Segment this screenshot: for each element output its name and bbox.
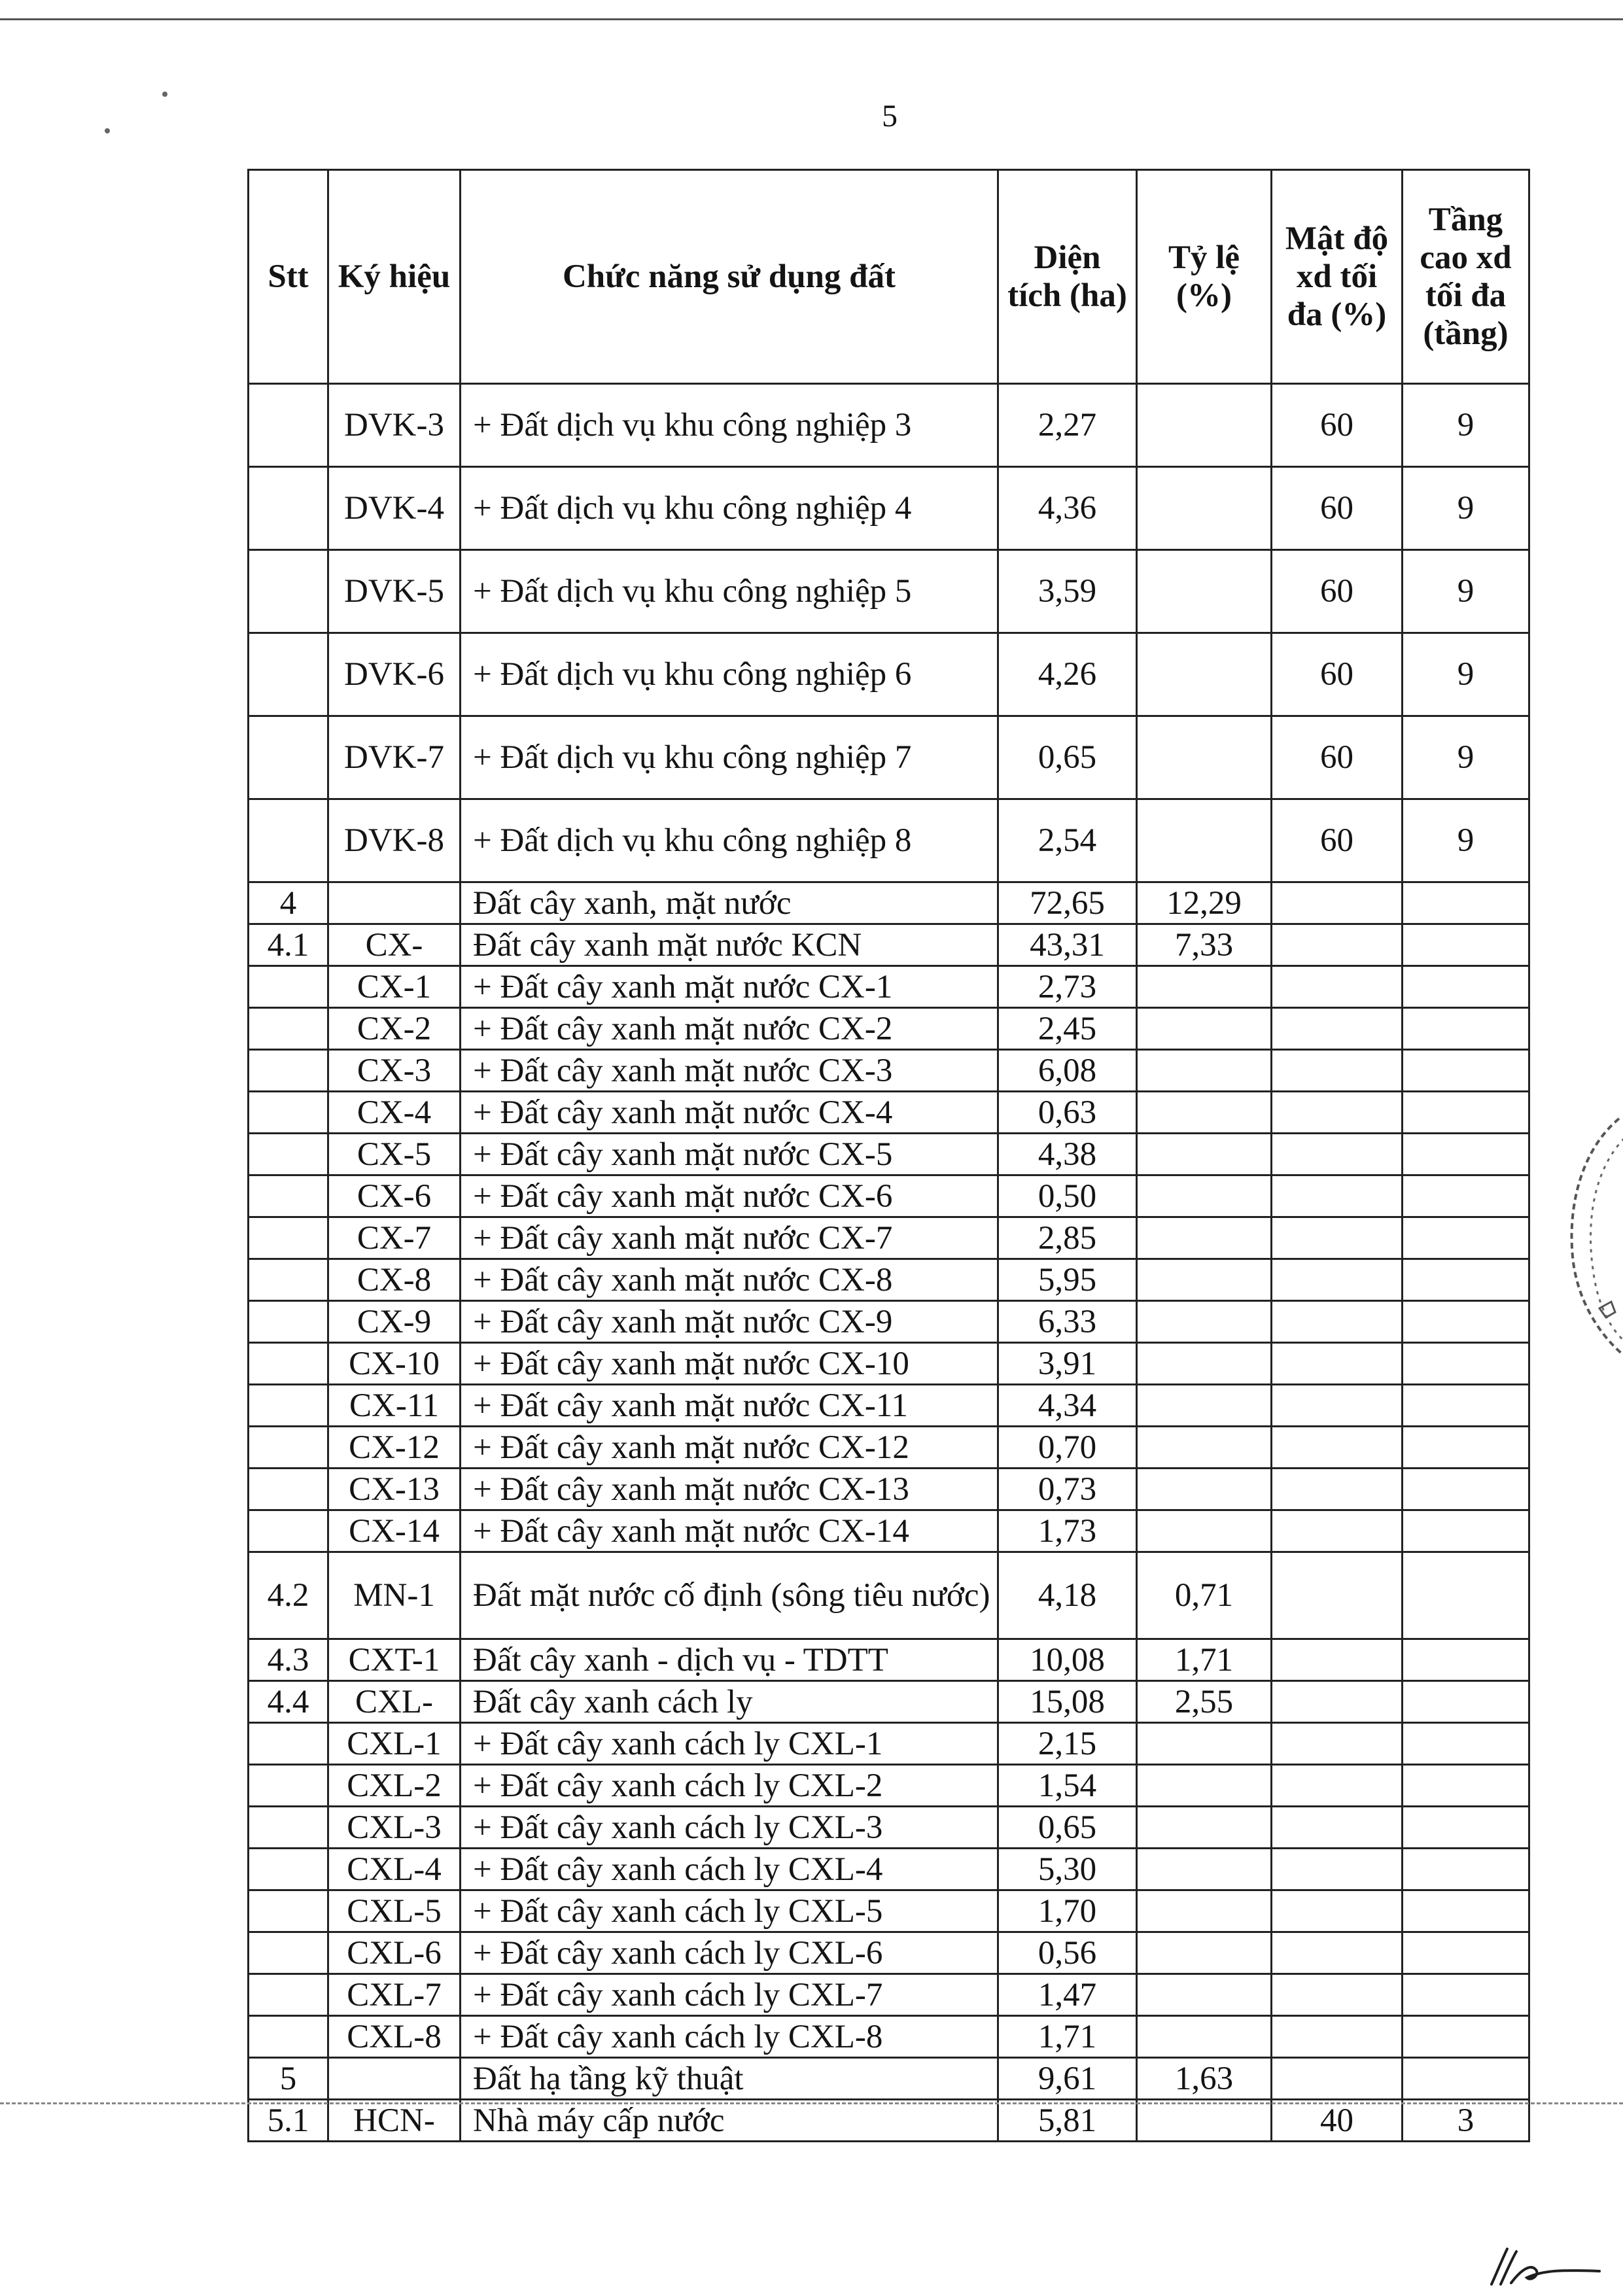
table-row bbox=[249, 1092, 1529, 1134]
cell-floors bbox=[1403, 1639, 1529, 1681]
cell-area: 4,36 bbox=[998, 467, 1137, 550]
cell-density bbox=[1272, 1849, 1403, 1890]
cell-area: 6,08 bbox=[998, 1050, 1137, 1092]
cell-code: CXL-7 bbox=[328, 1974, 461, 2016]
cell-stt bbox=[249, 1050, 328, 1092]
cell-code: HCN- bbox=[328, 2100, 461, 2142]
table-row bbox=[249, 2016, 1529, 2058]
cell-ratio bbox=[1137, 1343, 1272, 1385]
cell-density bbox=[1272, 1469, 1403, 1510]
cell-use: + Đất cây xanh mặt nước CX-9 bbox=[461, 1301, 998, 1343]
cell-density bbox=[1272, 1765, 1403, 1807]
cell-floors: 9 bbox=[1403, 799, 1529, 882]
cell-stt: 4 bbox=[249, 882, 328, 924]
cell-ratio: 1,63 bbox=[1137, 2058, 1272, 2100]
cell-stt bbox=[249, 550, 328, 633]
cell-use: + Đất cây xanh mặt nước CX-8 bbox=[461, 1259, 998, 1301]
cell-area: 1,73 bbox=[998, 1510, 1137, 1552]
cell-ratio bbox=[1137, 1890, 1272, 1932]
cell-density bbox=[1272, 1259, 1403, 1301]
cell-floors bbox=[1403, 1301, 1529, 1343]
cell-stt bbox=[249, 1385, 328, 1427]
cell-area: 0,65 bbox=[998, 1807, 1137, 1849]
cell-density bbox=[1272, 1639, 1403, 1681]
cell-ratio bbox=[1137, 467, 1272, 550]
cell-floors bbox=[1403, 1807, 1529, 1849]
cell-floors: 9 bbox=[1403, 467, 1529, 550]
cell-area: 1,70 bbox=[998, 1890, 1137, 1932]
cell-stt bbox=[249, 1259, 328, 1301]
cell-use: + Đất cây xanh mặt nước CX-3 bbox=[461, 1050, 998, 1092]
cell-code: CX-9 bbox=[328, 1301, 461, 1343]
header-code: Ký hiệu bbox=[328, 170, 461, 384]
cell-density: 60 bbox=[1272, 550, 1403, 633]
header-ratio: Tỷ lệ (%) bbox=[1137, 170, 1272, 384]
cell-floors bbox=[1403, 1552, 1529, 1639]
cell-floors bbox=[1403, 1932, 1529, 1974]
cell-stt bbox=[249, 1008, 328, 1050]
cell-code: CXL-5 bbox=[328, 1890, 461, 1932]
cell-stt bbox=[249, 384, 328, 467]
cell-code: DVK-5 bbox=[328, 550, 461, 633]
cell-code: DVK-8 bbox=[328, 799, 461, 882]
header-area: Diện tích (ha) bbox=[998, 170, 1137, 384]
cell-stt bbox=[249, 1974, 328, 2016]
cell-area: 2,73 bbox=[998, 966, 1137, 1008]
cell-use: + Đất cây xanh cách ly CXL-8 bbox=[461, 2016, 998, 2058]
cell-ratio bbox=[1137, 799, 1272, 882]
table-row bbox=[249, 882, 1529, 924]
cell-density bbox=[1272, 1008, 1403, 1050]
cell-code: CXL-2 bbox=[328, 1765, 461, 1807]
cell-area: 2,27 bbox=[998, 384, 1137, 467]
cell-area: 2,54 bbox=[998, 799, 1137, 882]
cell-density bbox=[1272, 1552, 1403, 1639]
table-row bbox=[249, 1050, 1529, 1092]
cell-ratio bbox=[1137, 1092, 1272, 1134]
cell-stt bbox=[249, 1765, 328, 1807]
cell-stt bbox=[249, 633, 328, 716]
cell-area: 1,47 bbox=[998, 1974, 1137, 2016]
header-density: Mật độ xd tối đa (%) bbox=[1272, 170, 1403, 384]
cell-floors bbox=[1403, 1681, 1529, 1723]
cell-floors: 3 bbox=[1403, 2100, 1529, 2142]
cell-use: + Đất cây xanh cách ly CXL-3 bbox=[461, 1807, 998, 1849]
cell-code: CXT-1 bbox=[328, 1639, 461, 1681]
cell-ratio bbox=[1137, 1510, 1272, 1552]
cell-code: CX-13 bbox=[328, 1469, 461, 1510]
cell-stt: 5.1 bbox=[249, 2100, 328, 2142]
cell-density: 60 bbox=[1272, 467, 1403, 550]
cell-use: + Đất cây xanh cách ly CXL-2 bbox=[461, 1765, 998, 1807]
cell-use: + Đất cây xanh cách ly CXL-5 bbox=[461, 1890, 998, 1932]
cell-stt bbox=[249, 1175, 328, 1217]
cell-stt bbox=[249, 2016, 328, 2058]
table-row bbox=[249, 1723, 1529, 1765]
cell-stt: 4.1 bbox=[249, 924, 328, 966]
cell-floors bbox=[1403, 1050, 1529, 1092]
cell-stt bbox=[249, 799, 328, 882]
cell-code: CXL-3 bbox=[328, 1807, 461, 1849]
cell-floors bbox=[1403, 924, 1529, 966]
cell-use: + Đất dịch vụ khu công nghiệp 7 bbox=[461, 716, 998, 799]
cell-use: Đất cây xanh - dịch vụ - TDTT bbox=[461, 1639, 998, 1681]
table-row bbox=[249, 550, 1529, 633]
cell-floors: 9 bbox=[1403, 550, 1529, 633]
cell-code: CX-14 bbox=[328, 1510, 461, 1552]
cell-ratio bbox=[1137, 550, 1272, 633]
cell-area: 3,91 bbox=[998, 1343, 1137, 1385]
cell-stt bbox=[249, 1092, 328, 1134]
cell-floors bbox=[1403, 1723, 1529, 1765]
cell-floors bbox=[1403, 1343, 1529, 1385]
cell-ratio bbox=[1137, 716, 1272, 799]
scan-speck bbox=[105, 128, 110, 133]
cell-area: 5,95 bbox=[998, 1259, 1137, 1301]
header-floors: Tầng cao xd tối đa (tầng) bbox=[1403, 170, 1529, 384]
cell-ratio bbox=[1137, 1469, 1272, 1510]
table-row bbox=[249, 1175, 1529, 1217]
cell-use: + Đất cây xanh mặt nước CX-5 bbox=[461, 1134, 998, 1175]
cell-use: + Đất cây xanh mặt nước CX-1 bbox=[461, 966, 998, 1008]
cell-floors bbox=[1403, 1469, 1529, 1510]
cell-code: CX-7 bbox=[328, 1217, 461, 1259]
cell-density: 60 bbox=[1272, 716, 1403, 799]
cell-ratio bbox=[1137, 2016, 1272, 2058]
cell-density bbox=[1272, 1932, 1403, 1974]
cell-use: + Đất dịch vụ khu công nghiệp 5 bbox=[461, 550, 998, 633]
cell-density: 60 bbox=[1272, 799, 1403, 882]
cell-density bbox=[1272, 1343, 1403, 1385]
cell-area: 0,70 bbox=[998, 1427, 1137, 1469]
table-row bbox=[249, 1807, 1529, 1849]
cell-use: + Đất cây xanh mặt nước CX-12 bbox=[461, 1427, 998, 1469]
cell-ratio bbox=[1137, 1723, 1272, 1765]
cell-area: 4,26 bbox=[998, 633, 1137, 716]
table-row bbox=[249, 633, 1529, 716]
cell-use: + Đất dịch vụ khu công nghiệp 4 bbox=[461, 467, 998, 550]
cell-use: Nhà máy cấp nước bbox=[461, 2100, 998, 2142]
cell-density bbox=[1272, 1092, 1403, 1134]
cell-area: 2,15 bbox=[998, 1723, 1137, 1765]
cell-use: + Đất dịch vụ khu công nghiệp 6 bbox=[461, 633, 998, 716]
cell-stt bbox=[249, 716, 328, 799]
cell-floors bbox=[1403, 1217, 1529, 1259]
cell-density: 40 bbox=[1272, 2100, 1403, 2142]
table-row bbox=[249, 1639, 1529, 1681]
cell-area: 2,85 bbox=[998, 1217, 1137, 1259]
cell-area: 4,34 bbox=[998, 1385, 1137, 1427]
cell-area: 9,61 bbox=[998, 2058, 1137, 2100]
cell-floors bbox=[1403, 966, 1529, 1008]
cell-area: 5,30 bbox=[998, 1849, 1137, 1890]
cell-floors bbox=[1403, 1849, 1529, 1890]
table-row bbox=[249, 384, 1529, 467]
cell-density bbox=[1272, 1175, 1403, 1217]
signature bbox=[1485, 2244, 1603, 2289]
cell-use: Đất mặt nước cố định (sông tiêu nước) bbox=[461, 1552, 998, 1639]
table-row bbox=[249, 799, 1529, 882]
cell-floors bbox=[1403, 1175, 1529, 1217]
cell-ratio: 1,71 bbox=[1137, 1639, 1272, 1681]
cell-density bbox=[1272, 1427, 1403, 1469]
cell-density bbox=[1272, 1217, 1403, 1259]
cell-area: 15,08 bbox=[998, 1681, 1137, 1723]
cell-use: + Đất cây xanh mặt nước CX-14 bbox=[461, 1510, 998, 1552]
cell-use: Đất cây xanh mặt nước KCN bbox=[461, 924, 998, 966]
cell-area: 0,65 bbox=[998, 716, 1137, 799]
cell-floors bbox=[1403, 1385, 1529, 1427]
scan-speck bbox=[162, 92, 167, 97]
cell-density bbox=[1272, 966, 1403, 1008]
cell-stt bbox=[249, 1469, 328, 1510]
cell-code: CX- bbox=[328, 924, 461, 966]
cell-use: + Đất cây xanh cách ly CXL-6 bbox=[461, 1932, 998, 1974]
cell-floors bbox=[1403, 1259, 1529, 1301]
cell-stt bbox=[249, 1217, 328, 1259]
cell-density bbox=[1272, 1385, 1403, 1427]
cell-ratio bbox=[1137, 633, 1272, 716]
cell-use: + Đất cây xanh mặt nước CX-7 bbox=[461, 1217, 998, 1259]
cell-area: 0,56 bbox=[998, 1932, 1137, 1974]
cell-code: CX-1 bbox=[328, 966, 461, 1008]
cell-use: + Đất dịch vụ khu công nghiệp 3 bbox=[461, 384, 998, 467]
table-body bbox=[249, 384, 1529, 2142]
cell-use: + Đất cây xanh mặt nước CX-10 bbox=[461, 1343, 998, 1385]
cell-ratio bbox=[1137, 1175, 1272, 1217]
cell-area: 2,45 bbox=[998, 1008, 1137, 1050]
cell-stt bbox=[249, 1343, 328, 1385]
cell-ratio bbox=[1137, 1932, 1272, 1974]
table-row bbox=[249, 1385, 1529, 1427]
table-row bbox=[249, 1427, 1529, 1469]
cell-stt bbox=[249, 1427, 328, 1469]
cell-density: 60 bbox=[1272, 384, 1403, 467]
header-use: Chức năng sử dụng đất bbox=[461, 170, 998, 384]
cell-use: Đất cây xanh, mặt nước bbox=[461, 882, 998, 924]
cell-density bbox=[1272, 1681, 1403, 1723]
cell-floors: 9 bbox=[1403, 633, 1529, 716]
cell-stt bbox=[249, 467, 328, 550]
cell-ratio bbox=[1137, 1974, 1272, 2016]
cell-code: CX-8 bbox=[328, 1259, 461, 1301]
cell-floors bbox=[1403, 882, 1529, 924]
cell-density bbox=[1272, 1807, 1403, 1849]
cell-use: + Đất dịch vụ khu công nghiệp 8 bbox=[461, 799, 998, 882]
cell-area: 72,65 bbox=[998, 882, 1137, 924]
cell-floors bbox=[1403, 1092, 1529, 1134]
cell-use: + Đất cây xanh mặt nước CX-13 bbox=[461, 1469, 998, 1510]
cell-code: CXL-1 bbox=[328, 1723, 461, 1765]
cell-code bbox=[328, 882, 461, 924]
cell-floors bbox=[1403, 1974, 1529, 2016]
cell-ratio bbox=[1137, 384, 1272, 467]
cell-density bbox=[1272, 1974, 1403, 2016]
table-row bbox=[249, 1681, 1529, 1723]
cell-ratio bbox=[1137, 1849, 1272, 1890]
cell-code: CXL-4 bbox=[328, 1849, 461, 1890]
table-row bbox=[249, 1301, 1529, 1343]
cell-code: DVK-4 bbox=[328, 467, 461, 550]
table-row bbox=[249, 966, 1529, 1008]
cell-density bbox=[1272, 1301, 1403, 1343]
cell-area: 6,33 bbox=[998, 1301, 1137, 1343]
cell-ratio bbox=[1137, 1427, 1272, 1469]
cell-code: CX-10 bbox=[328, 1343, 461, 1385]
cell-code: MN-1 bbox=[328, 1552, 461, 1639]
table-row bbox=[249, 1849, 1529, 1890]
header-stt: Stt bbox=[249, 170, 328, 384]
cell-code: CXL-6 bbox=[328, 1932, 461, 1974]
cell-stt: 4.2 bbox=[249, 1552, 328, 1639]
cell-ratio bbox=[1137, 2100, 1272, 2142]
cell-code: CXL- bbox=[328, 1681, 461, 1723]
cell-stt bbox=[249, 1134, 328, 1175]
cell-code: CX-11 bbox=[328, 1385, 461, 1427]
cell-density bbox=[1272, 924, 1403, 966]
land-use-table bbox=[247, 169, 1530, 2142]
cell-ratio bbox=[1137, 1217, 1272, 1259]
cell-area: 5,81 bbox=[998, 2100, 1137, 2142]
cell-density bbox=[1272, 1723, 1403, 1765]
cell-ratio bbox=[1137, 1259, 1272, 1301]
cell-stt bbox=[249, 1932, 328, 1974]
cell-ratio bbox=[1137, 1301, 1272, 1343]
table-row bbox=[249, 1510, 1529, 1552]
table-row bbox=[249, 924, 1529, 966]
cell-stt: 5 bbox=[249, 2058, 328, 2100]
cell-ratio bbox=[1137, 1765, 1272, 1807]
cell-code: CX-4 bbox=[328, 1092, 461, 1134]
cell-ratio bbox=[1137, 1385, 1272, 1427]
cell-code: CX-12 bbox=[328, 1427, 461, 1469]
table-row bbox=[249, 1974, 1529, 2016]
cell-use: Đất cây xanh cách ly bbox=[461, 1681, 998, 1723]
table-row bbox=[249, 1343, 1529, 1385]
cell-density: 60 bbox=[1272, 633, 1403, 716]
cell-floors bbox=[1403, 1890, 1529, 1932]
table-row bbox=[249, 716, 1529, 799]
cell-code: DVK-3 bbox=[328, 384, 461, 467]
cell-density bbox=[1272, 1050, 1403, 1092]
cell-floors bbox=[1403, 1510, 1529, 1552]
table-row bbox=[249, 1008, 1529, 1050]
cell-density bbox=[1272, 2058, 1403, 2100]
cell-stt bbox=[249, 1849, 328, 1890]
cell-use: + Đất cây xanh mặt nước CX-4 bbox=[461, 1092, 998, 1134]
table-row bbox=[249, 1890, 1529, 1932]
cell-ratio bbox=[1137, 1050, 1272, 1092]
cell-floors: 9 bbox=[1403, 716, 1529, 799]
cell-use: + Đất cây xanh cách ly CXL-1 bbox=[461, 1723, 998, 1765]
cell-floors: 9 bbox=[1403, 384, 1529, 467]
cell-code: CX-6 bbox=[328, 1175, 461, 1217]
table-row bbox=[249, 2100, 1529, 2142]
cell-stt bbox=[249, 1510, 328, 1552]
table-row bbox=[249, 1932, 1529, 1974]
table-row bbox=[249, 467, 1529, 550]
cell-ratio bbox=[1137, 1807, 1272, 1849]
page-number: 5 bbox=[882, 99, 898, 133]
cell-code bbox=[328, 2058, 461, 2100]
cell-area: 43,31 bbox=[998, 924, 1137, 966]
cell-area: 0,73 bbox=[998, 1469, 1137, 1510]
cell-stt bbox=[249, 1723, 328, 1765]
cell-ratio: 2,55 bbox=[1137, 1681, 1272, 1723]
cell-ratio: 0,71 bbox=[1137, 1552, 1272, 1639]
cell-floors bbox=[1403, 1765, 1529, 1807]
cell-area: 1,54 bbox=[998, 1765, 1137, 1807]
header-row bbox=[249, 170, 1529, 384]
cell-density bbox=[1272, 1510, 1403, 1552]
table-row bbox=[249, 1259, 1529, 1301]
cell-area: 3,59 bbox=[998, 550, 1137, 633]
table-row bbox=[249, 1469, 1529, 1510]
cell-ratio: 7,33 bbox=[1137, 924, 1272, 966]
cell-use: + Đất cây xanh cách ly CXL-4 bbox=[461, 1849, 998, 1890]
cell-stt bbox=[249, 1301, 328, 1343]
cell-ratio bbox=[1137, 1134, 1272, 1175]
top-rule bbox=[0, 18, 1623, 20]
cell-use: Đất hạ tầng kỹ thuật bbox=[461, 2058, 998, 2100]
cell-stt bbox=[249, 1807, 328, 1849]
cell-floors bbox=[1403, 1134, 1529, 1175]
cell-area: 1,71 bbox=[998, 2016, 1137, 2058]
cell-density bbox=[1272, 882, 1403, 924]
table-row bbox=[249, 1134, 1529, 1175]
cell-density bbox=[1272, 1134, 1403, 1175]
cell-use: + Đất cây xanh mặt nước CX-6 bbox=[461, 1175, 998, 1217]
cell-code: DVK-7 bbox=[328, 716, 461, 799]
cell-code: CX-2 bbox=[328, 1008, 461, 1050]
cell-ratio bbox=[1137, 966, 1272, 1008]
cell-use: + Đất cây xanh mặt nước CX-2 bbox=[461, 1008, 998, 1050]
cell-floors bbox=[1403, 1008, 1529, 1050]
cell-stt bbox=[249, 1890, 328, 1932]
cell-ratio bbox=[1137, 1008, 1272, 1050]
cell-code: CX-5 bbox=[328, 1134, 461, 1175]
table-row bbox=[249, 1552, 1529, 1639]
cell-floors bbox=[1403, 2058, 1529, 2100]
cell-area: 4,38 bbox=[998, 1134, 1137, 1175]
cell-area: 0,50 bbox=[998, 1175, 1137, 1217]
cell-stt: 4.4 bbox=[249, 1681, 328, 1723]
cell-code: CX-3 bbox=[328, 1050, 461, 1092]
cell-code: CXL-8 bbox=[328, 2016, 461, 2058]
cell-density bbox=[1272, 2016, 1403, 2058]
cell-code: DVK-6 bbox=[328, 633, 461, 716]
scan-dash-line bbox=[0, 2102, 1623, 2104]
cell-stt bbox=[249, 966, 328, 1008]
cell-ratio: 12,29 bbox=[1137, 882, 1272, 924]
cell-use: + Đất cây xanh cách ly CXL-7 bbox=[461, 1974, 998, 2016]
cell-stt: 4.3 bbox=[249, 1639, 328, 1681]
cell-use: + Đất cây xanh mặt nước CX-11 bbox=[461, 1385, 998, 1427]
table-row bbox=[249, 2058, 1529, 2100]
cell-area: 10,08 bbox=[998, 1639, 1137, 1681]
table-row bbox=[249, 1765, 1529, 1807]
cell-floors bbox=[1403, 2016, 1529, 2058]
cell-density bbox=[1272, 1890, 1403, 1932]
table-row bbox=[249, 1217, 1529, 1259]
cell-floors bbox=[1403, 1427, 1529, 1469]
cell-area: 4,18 bbox=[998, 1552, 1137, 1639]
cell-area: 0,63 bbox=[998, 1092, 1137, 1134]
seal-stamp-fragment bbox=[1554, 1112, 1623, 1361]
